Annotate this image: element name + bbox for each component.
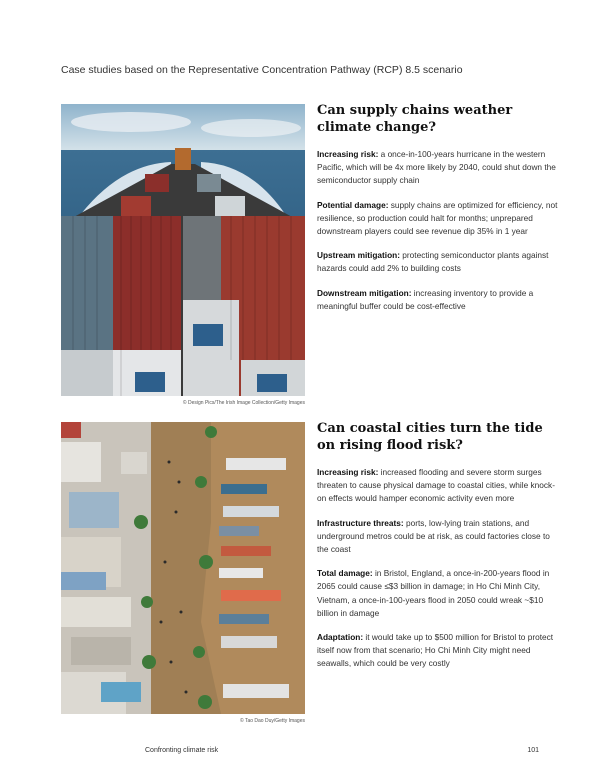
- flooded-city-photo: [61, 422, 305, 714]
- page-number: 101: [527, 747, 539, 754]
- supply-chain-case-study: [317, 102, 561, 324]
- container-ship-photo: [61, 104, 305, 396]
- ship-photo-credit: © Design Pics/The Irish Image Collection/Getty Images: [182, 400, 305, 406]
- coastal-cities-point: Adaptation: it would take up to $500 million for Bristol to protect itself now from that scenario; Ho Chi Minh City might need seawalls, which could be very costly: [317, 632, 554, 669]
- supply-chain-point: Upstream mitigation: protecting semiconductor plants against hazards could add 2% to building costs: [317, 250, 549, 274]
- report-header: Case studies based on the Representative Concentration Pathway (RCP) 8.5 scenario: [61, 64, 463, 76]
- footer-title: Confronting climate risk: [145, 747, 219, 754]
- coastal-cities-point: Total damage: in Bristol, England, a once-in-200-years flood in 2065 could cause ≤$3 billion in damage; in Ho Chi Minh City, Vietnam, a once-in-100-years flood in 2050 could wreak ~$10 billion in damage: [317, 568, 550, 618]
- city-photo-credit: © Tao Dao Duy/Getty Images: [239, 718, 305, 724]
- coastal-cities-case-study: [317, 420, 561, 682]
- coastal-cities-point: Increasing risk: increased flooding and severe storm surges threaten to cause physical damage to coastal cities, while knock-on effects would hamper economic activity even more: [317, 467, 555, 504]
- supply-chain-point: Downstream mitigation: increasing inventory to provide a meaningful buffer could be cost-effective: [317, 287, 534, 311]
- supply-chain-point: Potential damage: supply chains are optimized for efficiency, not resilience, so production could halt for months; unprepared downstream players could see revenue dip 35% in 1 year: [317, 199, 558, 237]
- supply-chain-point: Increasing risk: a once-in-100-years hurricane in the western Pacific, which will be 4x more likely by 2040, could shut down the semiconductor supply chain: [317, 149, 556, 186]
- coastal-cities-point: Infrastructure threats: ports, low-lying train stations, and underground metros could be at risk, as could factories close to the coast: [317, 517, 550, 555]
- supply-chain-heading: Can supply chains weather climate change?: [317, 103, 513, 135]
- coastal-cities-heading: Can coastal cities turn the tide on rising flood risk?: [317, 421, 543, 453]
